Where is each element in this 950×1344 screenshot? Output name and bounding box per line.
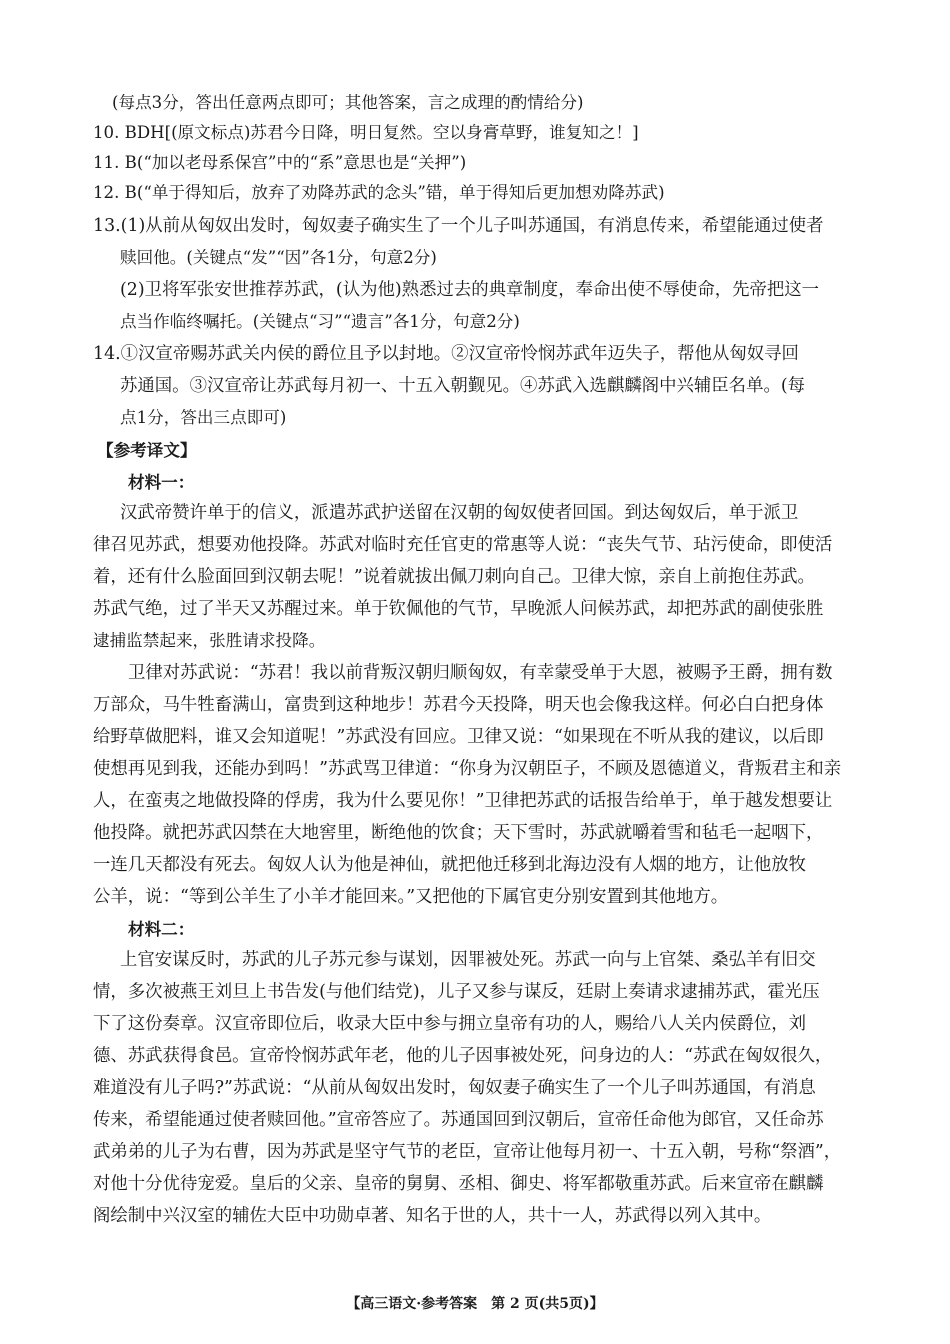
text-line-17: 苏武气绝，过了半天又苏醒过来。单于钦佩他的气节，早晚派人问候苏武，却把苏武的副使张胜: [93, 599, 824, 619]
text-line-20: 万部众，马牛牲畜满山，富贵到这种地步！苏君今天投降，明天也会像我这样。何必白白把身体: [93, 695, 824, 715]
text-line-33: 传来，希望能通过使者赎回他。”宣帝答应了。苏通国回到汉朝后，宣帝任命他为郎官，又任命苏: [93, 1110, 824, 1130]
text-line-27: 材料二：: [128, 919, 195, 939]
text-line-28: 上官安谋反时，苏武的儿子苏元参与谋划，因罪被处死。苏武一向与上官桀、桑弘羊有旧交: [120, 950, 816, 970]
text-line-8: 点当作临终嘱托。(关键点“习”“遗言”各1分，句意2分): [120, 312, 520, 331]
text-line-32: 难道没有儿子吗?”苏武说：“从前从匈奴出发时，匈奴妻子确实生了一个儿子叫苏通国，有消息: [93, 1078, 816, 1098]
text-line-4: 12. B(“单于得知后，放弃了劝降苏武的念头”错，单于得知后更加想劝降苏武): [93, 183, 665, 202]
text-line-3: 11. B(“加以老母系保宫”中的“系”意思也是“关押”): [93, 153, 467, 172]
text-line-22: 使想再见到我，还能办到吗！”苏武骂卫律道：“你身为汉朝臣子，不顾及恩德道义，背叛君主和亲: [93, 759, 842, 779]
text-line-19: 卫律对苏武说：“苏君！我以前背叛汉朝归顺匈奴，有幸蒙受单于大恩，被赐予王爵，拥有数: [128, 663, 833, 683]
text-line-1: (每点3分，答出任意两点即可；其他答案，言之成理的酌情给分): [112, 93, 584, 112]
text-line-14: 汉武帝赞许单于的信义，派遣苏武护送留在汉朝的匈奴使者回国。到达匈奴后，单于派卫: [120, 503, 799, 523]
text-line-31: 德、苏武获得食邑。宣帝怜悯苏武年老，他的儿子因事被处死，问身边的人：“苏武在匈奴很久，: [93, 1046, 833, 1066]
text-line-13: 材料一：: [128, 472, 195, 492]
text-line-15: 律召见苏武，想要劝他投降。苏武对临时充任官吏的常惠等人说：“丧失气节、玷污使命，即使活: [93, 535, 833, 555]
text-line-25: 一连几天都没有死去。匈奴人认为他是神仙，就把他迁移到北海边没有人烟的地方，让他放牧: [93, 855, 807, 875]
text-line-24: 他投降。就把苏武囚禁在大地窖里，断绝他的饮食；天下雪时，苏武就嚼着雪和毡毛一起咽下，: [93, 823, 824, 843]
text-line-21: 给野草做肥料，谁又会知道呢！”苏武没有回应。卫律又说：“如果现在不听从我的建议，以后即: [93, 727, 824, 747]
text-line-7: (2)卫将军张安世推荐苏武，(认为他)熟悉过去的典章制度，奉命出使不辱使命，先帝把这一: [120, 280, 820, 300]
text-line-9: 14.①汉宣帝赐苏武关内侯的爵位且予以封地。②汉宣帝怜悯苏武年迈失子，帮他从匈奴寻回: [93, 344, 799, 364]
text-line-11: 点1分，答出三点即可): [120, 408, 287, 427]
text-line-29: 情，多次被燕王刘旦上书告发(与他们结党)，儿子又参与谋反，廷尉上奏请求逮捕苏武，霍光压: [93, 982, 820, 1002]
text-line-30: 下了这份奏章。汉宣帝即位后，收录大臣中参与拥立皇帝有功的人，赐给八人关内侯爵位，刘: [93, 1014, 807, 1034]
text-line-36: 阁绘制中兴汉室的辅佐大臣中功勋卓著、知名于世的人，共十一人，苏武得以列入其中。: [93, 1206, 772, 1226]
text-line-23: 人，在蛮夷之地做投降的俘虏，我为什么要见你！”卫律把苏武的话报告给单于，单于越发想要让: [93, 791, 833, 811]
text-line-12: 【参考译文】: [97, 440, 197, 460]
text-line-18: 逮捕监禁起来，张胜请求投降。: [93, 631, 326, 650]
text-line-26: 公羊，说：“等到公羊生了小羊才能回来。”又把他的下属官吏分别安置到其他地方。: [93, 887, 729, 907]
text-line-2: 10. BDH[(原文标点)苏君今日降，明日复然。空以身膏草野，谁复知之！]: [93, 123, 639, 142]
text-line-35: 对他十分优待宠爱。皇后的父亲、皇帝的舅舅、丞相、御史、将军都敬重苏武。后来宣帝在麒麟: [93, 1174, 824, 1194]
text-line-6: 赎回他。(关键点“发”“因”各1分，句意2分): [120, 248, 437, 267]
text-line-34: 武弟弟的儿子为右曹，因为苏武是坚守气节的老臣，宣帝让他每月初一、十五入朝，号称“祭酒”，: [93, 1142, 842, 1162]
page-footer: 【高三语文·参考答案 第 2 页(共5页)】: [346, 1296, 604, 1312]
text-line-5: 13.(1)从前从匈奴出发时，匈奴妻子确实生了一个儿子叫苏通国，有消息传来，希望能通过使者: [93, 216, 824, 236]
text-line-10: 苏通国。③汉宣帝让苏武每月初一、十五入朝觐见。④苏武入选麒麟阁中兴辅臣名单。(每: [120, 376, 806, 396]
text-line-16: 着，还有什么脸面回到汉朝去呢！”说着就拔出佩刀刺向自己。卫律大惊，亲自上前抱住苏武。: [93, 567, 815, 587]
